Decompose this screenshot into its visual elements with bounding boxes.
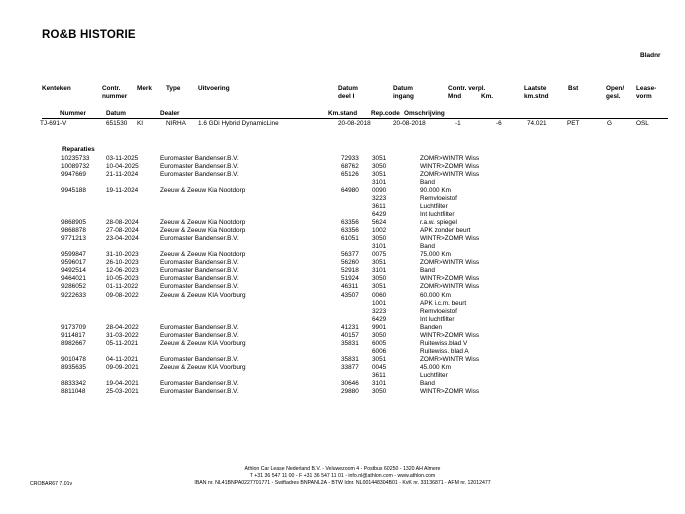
version-label: CROBAR67 7.01v [30,481,73,487]
repair-omschrijving: Banden [420,323,443,331]
repair-omschrijving: Band [420,379,435,387]
repair-omschrijving: APK zonder beurt [420,227,471,235]
repair-omschrijving: 45.000 Km [420,363,451,371]
repair-code: 6006 [372,347,387,355]
col-laatste-2: km.stnd [524,93,549,100]
repair-nummer: 9868878 [61,227,86,235]
col-repcode: Rep.code [371,110,400,117]
repair-code: 3223 [372,195,387,203]
vehicle-km: -6 [496,120,502,127]
repair-kmstand: 72933 [341,155,359,162]
repair-dealer: Euromaster Bandenser.B.V. [160,267,239,275]
repair-omschrijving: Band [420,243,435,251]
col-omschrijving: Omschrijving [404,110,445,117]
repair-kmstand: 51924 [341,275,359,283]
repair-code: 9901 [372,323,387,331]
repair-datum: 03-11-2025 [106,155,139,162]
vehicle-type: NIRHA [166,120,186,127]
vehicle-mnd: -1 [455,120,461,127]
repair-omschrijving: Int luchtfilter [420,211,455,219]
repair-omschrijving: ZOMR>WINTR Wiss [420,155,480,162]
repair-dealer: Euromaster Bandenser.B.V. [160,155,239,162]
repair-datum: 01-11-2022 [106,283,139,291]
repair-omschrijving: ZOMR>WINTR Wiss [420,259,480,267]
repair-kmstand: 56260 [341,259,359,267]
repair-nummer: 9173709 [61,323,86,331]
repair-omschrijving: WINTR>ZOMR Wiss [420,163,480,171]
repair-code: 3051 [372,259,387,267]
col-mnd: Mnd [448,93,462,100]
repair-dealer: Euromaster Bandenser.B.V. [160,323,239,331]
repair-omschrijving: Remvloeistof [420,307,457,315]
col-dealer: Dealer [160,110,180,117]
repair-nummer: 9286052 [61,283,86,291]
repair-code: 3051 [372,355,387,363]
repair-datum: 23-04-2024 [106,235,139,243]
repair-datum: 04-11-2021 [106,355,139,363]
repair-omschrijving: ZOMR>WINTR Wiss [420,171,480,179]
repair-dealer: Euromaster Bandenser.B.V. [160,171,239,179]
repair-nummer: 8982667 [61,339,86,347]
repair-kmstand: 65126 [341,171,359,179]
repair-kmstand: 41231 [341,323,359,331]
repair-datum: 27-08-2024 [106,227,139,235]
repair-dealer: Euromaster Bandenser.B.V. [160,379,239,387]
repair-omschrijving: WINTR>ZOMR Wiss [420,235,480,243]
repair-omschrijving: Luchtfilter [420,371,448,379]
repair-datum: 25-03-2021 [106,387,139,395]
vehicle-datum-deel-1: 20-08-2018 [338,120,371,127]
col-contr-verpl: Contr. verpl. [448,85,486,92]
repair-omschrijving: WINTR>ZOMR Wiss [420,387,480,395]
col-bst: Bst [568,85,579,92]
repair-omschrijving: 60.000 Km [420,291,451,299]
repair-dealer: Euromaster Bandenser.B.V. [160,259,239,267]
repair-dealer: Zeeuw & Zeeuw Kia Nootdorp [160,219,246,227]
repair-datum: 31-10-2023 [106,251,139,259]
reparaties-heading: Reparaties [62,146,95,153]
repair-omschrijving: 90.000 Km [420,187,451,195]
repair-code: 3050 [372,387,387,395]
repair-dealer: Zeeuw & Zeeuw Kia Nootdorp [160,227,246,235]
repair-kmstand: 46311 [341,283,359,291]
repair-dealer: Euromaster Bandenser.B.V. [160,283,239,291]
repair-nummer: 10089732 [61,163,90,171]
repair-dealer: Zeeuw & Zeeuw KIA Voorburg [160,339,246,347]
col-lease-2: vorm [636,93,652,100]
repair-nummer: 9599847 [61,251,86,259]
col-kmstand: Km.stand [328,110,358,117]
repair-code: 3223 [372,307,387,315]
repair-dealer: Zeeuw & Zeeuw Kia Nootdorp [160,187,246,195]
col-datum-ingang-2: ingang [393,93,414,100]
vehicle-laatste-kmstnd: 74.021 [527,120,547,127]
repair-code: 3101 [372,243,387,251]
col-contr-1: Contr. [102,85,121,92]
repair-nummer: 9464021 [61,275,86,283]
repair-omschrijving: Ruitewiss.blad V [420,339,468,347]
vehicle-kenteken: TJ-691-V [40,120,67,127]
repair-omschrijving: WINTR>ZOMR Wiss [420,275,480,283]
repair-omschrijving: Band [420,267,435,275]
repair-nummer: 8811048 [61,387,86,395]
vehicle-contr-nummer: 651530 [106,120,128,127]
repair-code: 3101 [372,179,387,187]
footer-address: Athlon Car Lease Nederland B.V. - Veluwezoom 4 - Postbus 60250 - 1320 AH Almere [244,466,441,472]
repair-omschrijving: Ruitewiss. blad A [420,347,469,355]
repair-datum: 26-10-2023 [106,259,139,267]
repair-kmstand: 30646 [341,379,359,387]
repair-omschrijving: 75.000 Km [420,251,451,259]
repair-datum: 19-04-2021 [106,379,139,387]
repair-kmstand: 68762 [341,163,359,171]
repair-dealer: Zeeuw & Zeeuw KIA Voorburg [160,363,246,371]
repair-dealer: Zeeuw & Zeeuw Kia Nootdorp [160,251,246,259]
repair-kmstand: 63356 [341,219,359,227]
repair-code: 0045 [372,363,387,371]
repair-kmstand: 33877 [341,363,359,371]
repair-code: 6429 [372,315,387,323]
repair-datum: 10-04-2025 [106,163,139,171]
repair-code: 1001 [372,299,387,307]
vehicle-bst: PET [567,120,580,127]
repair-code: 1002 [372,227,387,235]
repair-datum: 21-11-2024 [106,171,139,179]
repair-code: 3050 [372,275,387,283]
repair-code: 3051 [372,283,387,291]
repair-kmstand: 52918 [341,267,359,275]
vehicle-open-gesl: G [607,120,612,127]
repair-dealer: Euromaster Bandenser.B.V. [160,275,239,283]
repair-nummer: 10235733 [61,155,90,162]
repair-omschrijving: r.a.w. spiegel [420,219,457,227]
vehicle-merk: KI [137,120,144,127]
repair-code: 6005 [372,339,387,347]
repair-dealer: Euromaster Bandenser.B.V. [160,235,239,243]
bladnr-label: Bladnr [640,52,661,59]
repair-code: 3050 [372,163,387,171]
repair-code: 0060 [372,291,387,299]
col-lease-1: Lease- [636,85,657,92]
repair-datum: 12-06-2023 [106,267,139,275]
repair-code: 3051 [372,171,387,179]
repair-datum: 28-04-2022 [106,323,139,331]
repair-omschrijving: WINTR>ZOMR Wiss [420,331,480,339]
repair-code: 6429 [372,211,387,219]
col-nummer: Nummer [60,110,86,117]
footer-registration: IBAN nr. NL41BNPA0227701771 - Swiftadres BNPANL2A - BTW Idnr. NL001448304B01 - KvK nr. 33136871 - AFM nr. 12012477 [194,480,491,486]
col-kenteken: Kenteken [42,85,71,92]
repair-code: 3051 [372,155,387,162]
vehicle-uitvoering: 1.6 GDi Hybrid DynamicLine [198,120,279,127]
repair-nummer: 9222633 [61,291,86,299]
col-datum-deel-2: deel I [338,93,355,100]
repair-omschrijving: Int luchtfilter [420,315,455,323]
repair-datum: 09-08-2022 [106,291,139,299]
repair-kmstand: 35831 [341,355,359,363]
col-merk: Merk [137,85,152,92]
repair-nummer: 8935635 [61,363,86,371]
repair-kmstand: 61051 [341,235,359,243]
col-uitvoering: Uitvoering [198,85,230,92]
repair-datum: 31-03-2022 [106,331,139,339]
col-km: Km. [481,93,494,100]
repair-kmstand: 64980 [341,187,359,195]
repair-dealer: Euromaster Bandenser.B.V. [160,355,239,363]
repair-code: 3101 [372,267,387,275]
repair-dealer: Euromaster Bandenser.B.V. [160,331,239,339]
col-datum-ingang-1: Datum [393,85,413,92]
repair-omschrijving: ZOMR>WINTR Wiss [420,283,480,291]
repair-datum: 05-11-2021 [106,339,139,347]
page-title: RO&B HISTORIE [42,29,136,41]
repair-datum: 28-08-2024 [106,219,139,227]
col-datum: Datum [106,110,126,117]
repair-datum: 09-09-2021 [106,363,139,371]
col-laatste-1: Laatste [524,85,547,92]
repair-kmstand: 29880 [341,387,359,395]
repair-dealer: Euromaster Bandenser.B.V. [160,163,239,171]
repair-code: 3101 [372,379,387,387]
repair-kmstand: 56377 [341,251,359,259]
repair-nummer: 9492514 [61,267,86,275]
col-open-1: Open/ [606,85,625,92]
repair-nummer: 9771213 [61,235,86,243]
footer-contact: T +31 36 547 11 00 - F +31 36 547 11 01 - info.nl@athlon.com - www.athlon.com [249,473,436,479]
repair-omschrijving: Remvloeistof [420,195,457,203]
repair-code: 3050 [372,235,387,243]
col-datum-deel-1: Datum [338,85,358,92]
repair-nummer: 9114817 [61,331,86,339]
repair-nummer: 9945188 [61,187,86,195]
col-open-2: gesl. [606,93,621,100]
vehicle-leasevorm: OSL [636,120,649,127]
repair-kmstand: 43507 [341,291,359,299]
repair-code: 0090 [372,187,387,195]
header-divider [42,118,668,119]
repair-omschrijving: APK i.c.m. beurt [420,299,467,307]
repair-code: 3611 [372,371,386,379]
repair-kmstand: 35831 [341,339,359,347]
repair-nummer: 8833342 [61,379,86,387]
repair-datum: 10-05-2023 [106,275,139,283]
repair-nummer: 9596017 [61,259,86,267]
repair-nummer: 9947669 [61,171,86,179]
repair-code: 5624 [372,219,387,227]
repair-nummer: 9010478 [61,355,86,363]
repair-nummer: 9868905 [61,219,86,227]
col-type: Type [166,85,181,92]
repair-code: 3611 [372,203,386,211]
repair-omschrijving: ZOMR>WINTR Wiss [420,355,480,363]
repair-code: 0075 [372,251,387,259]
repair-kmstand: 63356 [341,227,359,235]
col-contr-2: nummer [102,93,128,100]
repair-kmstand: 40157 [341,331,359,339]
repair-omschrijving: Luchtfilter [420,203,448,211]
vehicle-datum-ingang: 20-08-2018 [393,120,426,127]
repair-dealer: Zeeuw & Zeeuw KIA Voorburg [160,291,246,299]
repair-code: 3050 [372,331,387,339]
repair-omschrijving: Band [420,179,435,187]
repair-datum: 19-11-2024 [106,187,139,195]
repair-dealer: Euromaster Bandenser.B.V. [160,387,239,395]
